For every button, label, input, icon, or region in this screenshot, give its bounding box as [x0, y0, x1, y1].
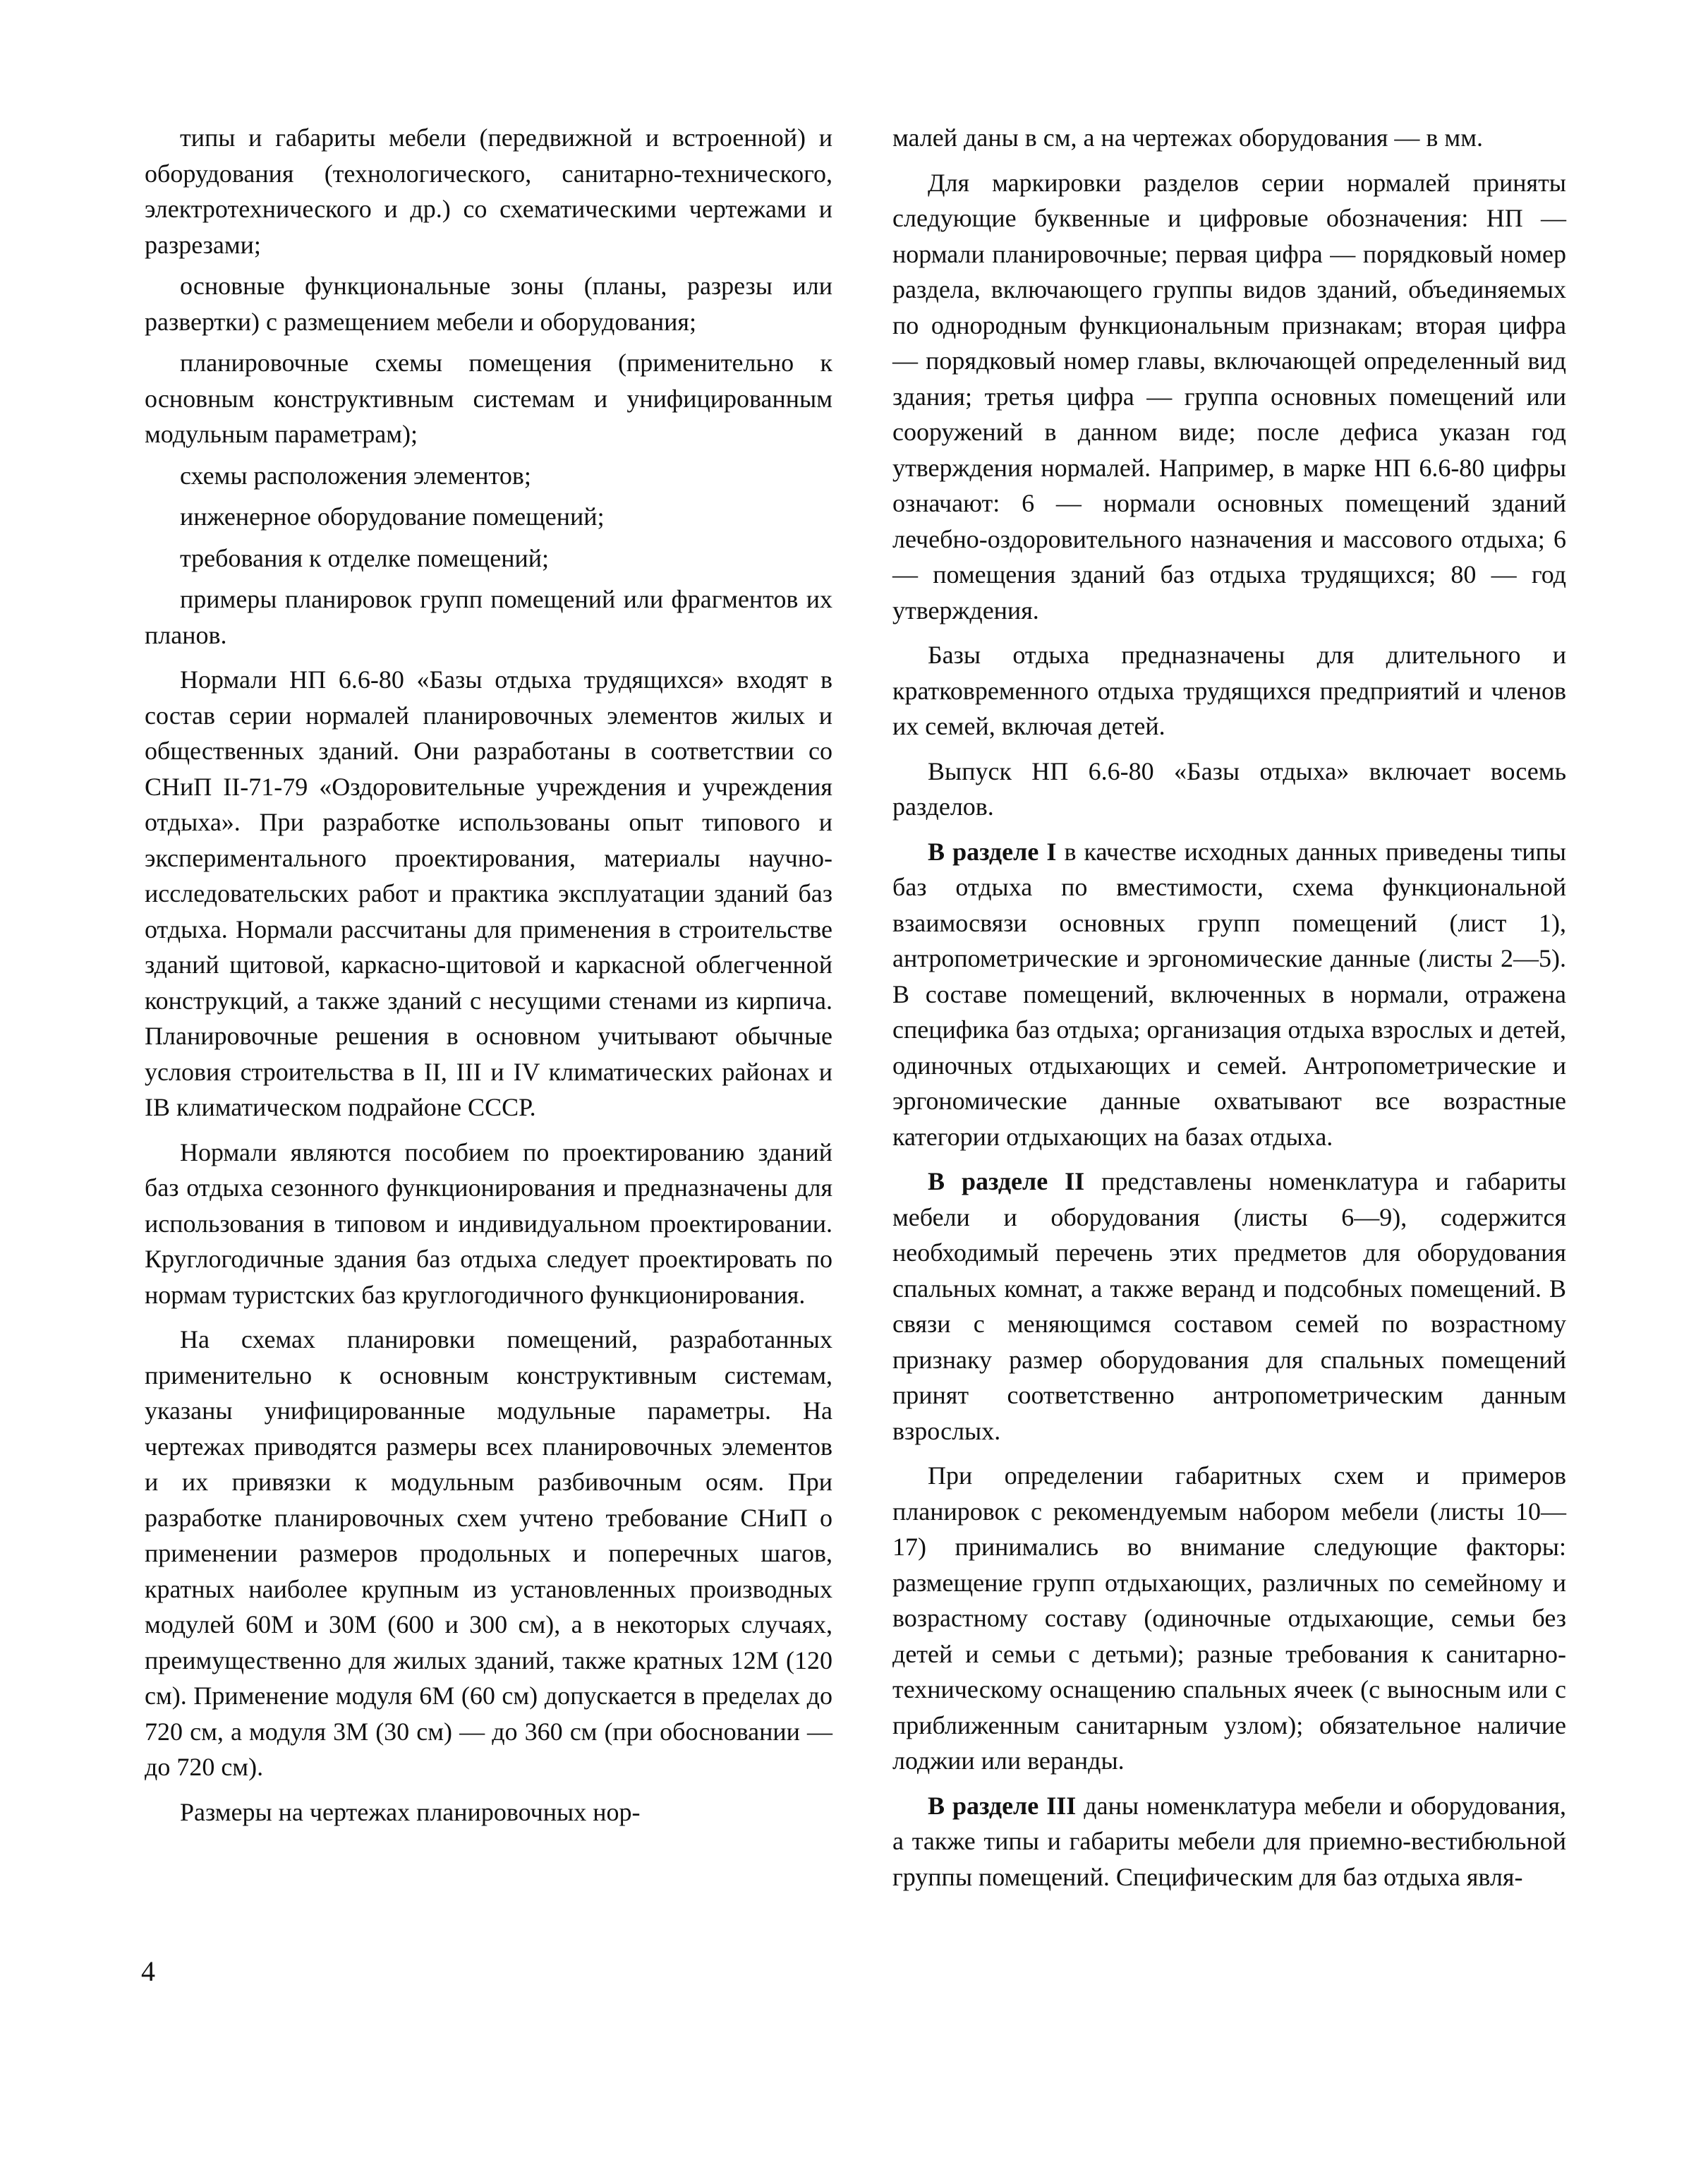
paragraph-body: При определении габаритных схем и примеров планировок с рекомендуемым набором мебели (листы 10—17) принимались во внимание следующие факторы: размещение групп отдыхающих, различных по семейному и возрастному составу (одиночные отдыхающие, семьи без детей и семьи с детьми); разные требования к санитарно-техническому оснащению спальных ячеек (с выносным или с приближенным санитарным узлом); обязательное наличие лоджии или веранды.: [892, 1461, 1566, 1775]
paragraph-body: Базы отдыха предназначены для длительного и кратковременного отдыха трудящихся предприятий и членов их семей, включая детей.: [892, 641, 1566, 740]
paragraph-purpose-bases: [892, 637, 1566, 744]
paragraph-functional-zones: основные функциональные зоны (планы, разрезы или развертки) с размещением мебели и оборудования;: [145, 272, 832, 336]
section-heading-2: В разделе II: [928, 1167, 1085, 1195]
section-heading-1: В разделе I: [928, 837, 1057, 866]
paragraph-engineering: инженерное оборудование помещений;: [180, 502, 605, 531]
paragraph-body: даны номенклатура мебели и оборудования, а также типы и габариты мебели для приемно-вестибюльной группы помещений. Специфическим для баз отдыха явля-: [892, 1791, 1566, 1891]
page-number: 4: [141, 1955, 155, 1987]
right-column: [892, 120, 1566, 1895]
paragraph-section-3: [892, 1788, 1566, 1895]
paragraph-marking: [892, 165, 1566, 629]
paragraph-element-layout: схемы расположения элементов;: [180, 461, 531, 490]
paragraph-body: Выпуск НП 6.6-80 «Базы отдыха» включает восемь разделов.: [892, 756, 1566, 821]
left-column: [145, 120, 832, 1830]
paragraph-section-2: [892, 1164, 1566, 1449]
paragraph-planning-schemes: планировочные схемы помещения (применительно к основным конструктивным системам и унифицированным модульным параметрам);: [145, 349, 832, 448]
paragraph-modular-parameters: На схемах планировки помещений, разработанных применительно к основным конструктивным системам, указаны унифицированные модульные параметры. На чертежах приводятся размеры всех планировочных элементов и их привязки к модульным разбивочным осям. При разработке планировочных схем учтено требование СНиП о применении размеров продольных и поперечных шагов, кратных наиболее крупным из установленных производных модулей 60М и 30М (600 и 300 см), а в некоторых случаях, преимущественно для жилых зданий, также кратных 12М (120 см). Применение модуля 6М (60 см) допускается в пределах до 720 см, а модуля 3М (30 см) — до 360 см (при обосновании — до 720 см).: [145, 1325, 832, 1781]
paragraph-norms-intro: Нормали НП 6.6-80 «Базы отдыха трудящихся» входят в состав серии нормалей планировочных элементов жилых и общественных зданий. Они разработаны в соответствии со СНиП II-71-79 «Оздоровительные учреждения и учреждения отдыха». При разработке использованы опыт типового и экспериментального проектирования, материалы научно-исследовательских работ и практика эксплуатации зданий баз отдыха. Нормали рассчитаны для применения в строительстве зданий щитовой, каркасно-щитовой и каркасной облегченной конструкций, а также зданий с несущими стенами из кирпича. Планировочные решения в основном учитывают обычные условия строительства в II, III и IV климатических районах и IВ климатическом подрайоне СССР.: [145, 665, 832, 1121]
paragraph-norms-purpose: Нормали являются пособием по проектированию зданий баз отдыха сезонного функционирования и предназначены для использования в типовом и индивидуальном проектировании. Круглогодичные здания баз отдыха следует проектировать по нормам туристских баз круглогодичного функционирования.: [145, 1137, 832, 1309]
paragraph-body: представлены номенклатура и габариты мебели и оборудования (листы 6—9), содержится необходимый перечень этих предметов для оборудования спальных комнат, а также веранд и подсобных помещений. В связи с меняющимся составом семей по возрастному признаку размер оборудования для спальных помещений принят соответственно антропометрическим данным взрослых.: [892, 1167, 1567, 1445]
paragraph-planning-factors: [892, 1458, 1566, 1779]
section-heading-3: В разделе III: [928, 1791, 1077, 1820]
paragraph-issue-sections: [892, 754, 1566, 825]
paragraph-body: малей даны в см, а на чертежах оборудования — в мм.: [892, 123, 1483, 152]
paragraph-body: в качестве исходных данных приведены типы баз отдыха по вместимости, схема функциональной взаимосвязи основных групп помещений (лист 1), антропометрические и эргономические данные (листы 2—5). В составе помещений, включенных в нормали, отражена специфика баз отдыха; организация отдыха взрослых и детей, одиночных отдыхающих и семей. Антропометрические и эргономические данные охватывают все возрастные категории отдыхающих на базах отдыха.: [892, 837, 1566, 1151]
paragraph-section-1: [892, 834, 1566, 1155]
paragraph-dimensions: Размеры на чертежах планировочных нор-: [180, 1797, 641, 1826]
paragraph-finishing: требования к отделке помещений;: [180, 543, 550, 572]
paragraph-plan-examples: примеры планировок групп помещений или фрагментов их планов.: [145, 585, 832, 649]
paragraph-dimensions-cont: [892, 120, 1566, 156]
paragraph-body: Для маркировки разделов серии нормалей приняты следующие буквенные и цифровые обозначения: НП — нормали планировочные; первая цифра — порядковый номер раздела, включающего группы видов зданий, объединяемых по однородным функциональным признакам; вторая цифра — порядковый номер главы, включающей определенный вид здания; третья цифра — группа основных помещений или сооружений в данном виде; после дефиса указан год утверждения нормалей. Например, в марке НП 6.6-80 цифры означают: 6 — нормали основных помещений зданий лечебно-оздоровительного назначения и массового отдыха; 6 — помещения зданий баз отдыха трудящихся; 80 — год утверждения.: [892, 168, 1566, 624]
paragraph-furniture-types: типы и габариты мебели (передвижной и встроенной) и оборудования (технологического, санитарно-технического, электротехнического и др.) со схематическими чертежами и разрезами;: [145, 123, 832, 259]
